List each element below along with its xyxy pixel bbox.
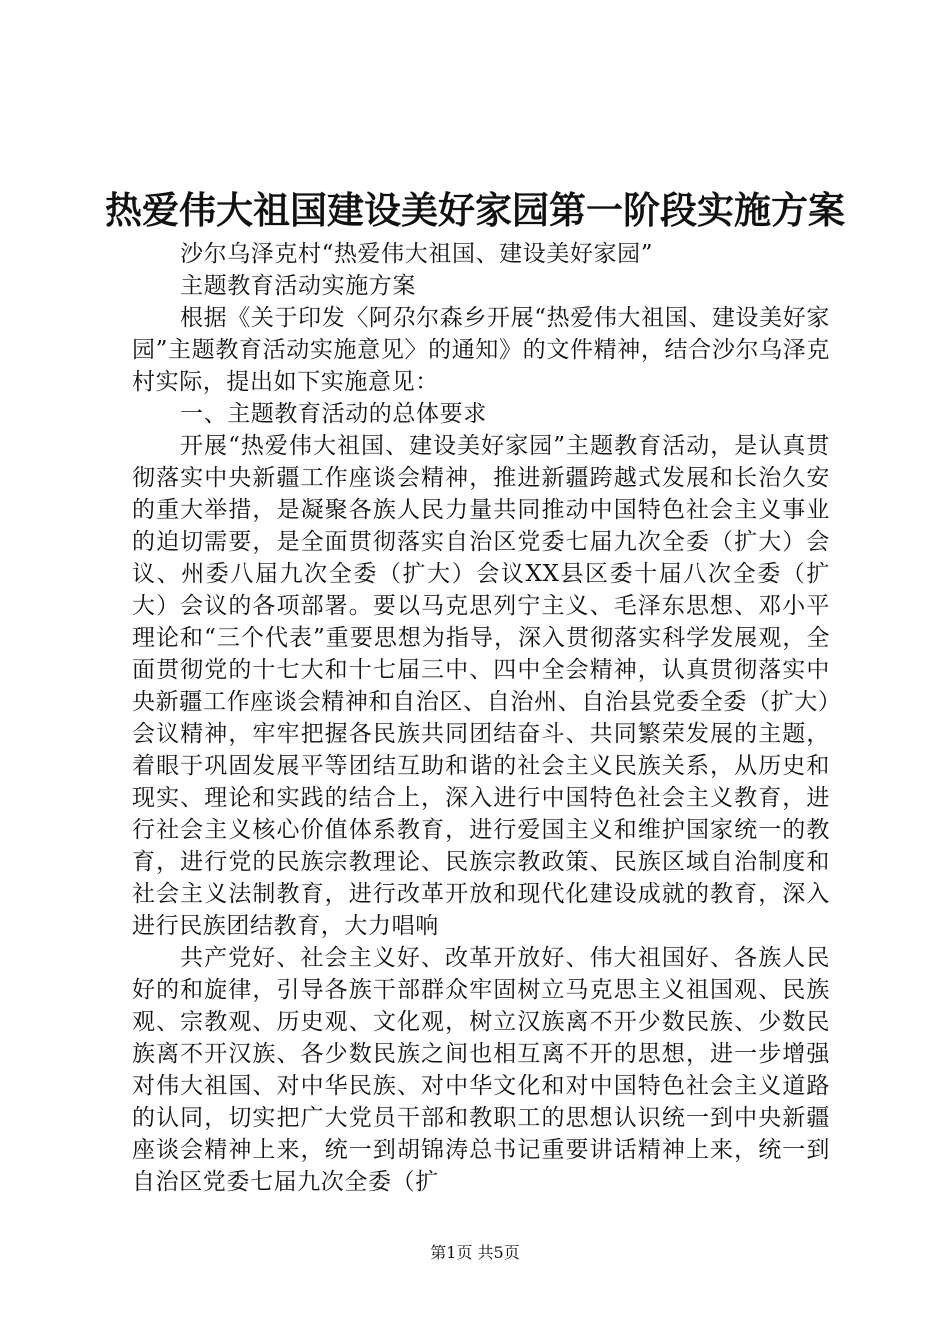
paragraph-subtitle-line-1: 沙尔乌泽克村“热爱伟大祖国、建设美好家园” [180, 241, 654, 267]
page-footer: 第1页 共5页 [430, 1243, 520, 1262]
paragraph-requirements: 开展“热爱伟大祖国、建设美好家园”主题教育活动，是认真贯彻落实中央新疆工作座谈会精神，推进新疆跨越式发展和长治久安的重大举措，是凝聚各族人民力量共同推动中国特色社会主义事业的迫切需要，是全面贯彻落实自治区党委七届九次全委（扩大）会议、州委八届九次全委（扩大）会议XX县区委十届八次全委（扩大）会议的各项部署。要以马克思列宁主义、毛泽东思想、邓小平理论和“三个代表”重要思想为指导，深入贯彻落实科学发展观，全面贯彻党的十七大和十七届三中、四中全会精神，认真贯彻落实中央新疆工作座谈会精神和自治区、自治州、自治县党委全委（扩大）会议精神，牢牢把握各民族共同团结奋斗、共同繁荣发展的主题，着眼于巩固发展平等团结互助和谐的社会主义民族关系，从历史和现实、理论和实践的结合上，深入进行中国特色社会主义教育，进行社会主义核心价值体系教育，进行爱国主义和维护国家统一的教育，进行党的民族宗教理论、民族宗教政策、民族区域自治制度和社会主义法制教育，进行改革开放和现代化建设成就的教育，深入进行民族团结教育，大力唱响 [132, 433, 830, 939]
document-body [132, 238, 830, 1198]
document-title: 热爱伟大祖国建设美好家园第一阶段实施方案 [105, 188, 845, 232]
paragraph-continuation: 共产党好、社会主义好、改革开放好、伟大祖国好、各族人民好的和旋律，引导各族干部群众牢固树立马克思主义祖国观、民族观、宗教观、历史观、文化观，树立汉族离不开少数民族、少数民族离不开汉族、各少数民族之间也相互离不开的思想，进一步增强对伟大祖国、对中华民族、对中华文化和对中国特色社会主义道路的认同，切实把广大党员干部和教职工的思想认识统一到中央新疆座谈会精神上来，统一到胡锦涛总书记重要讲话精神上来，统一到自治区党委七届九次全委（扩 [132, 945, 830, 1195]
section-heading: 一、主题教育活动的总体要求 [180, 401, 487, 427]
paragraph-subtitle-line-2: 主题教育活动实施方案 [180, 273, 416, 299]
paragraph-intro: 根据《关于印发〈阿尕尔森乡开展“热爱伟大祖国、建设美好家园”主题教育活动实施意见〉的通知》的文件精神，结合沙尔乌泽克村实际，提出如下实施意见： [132, 305, 830, 395]
